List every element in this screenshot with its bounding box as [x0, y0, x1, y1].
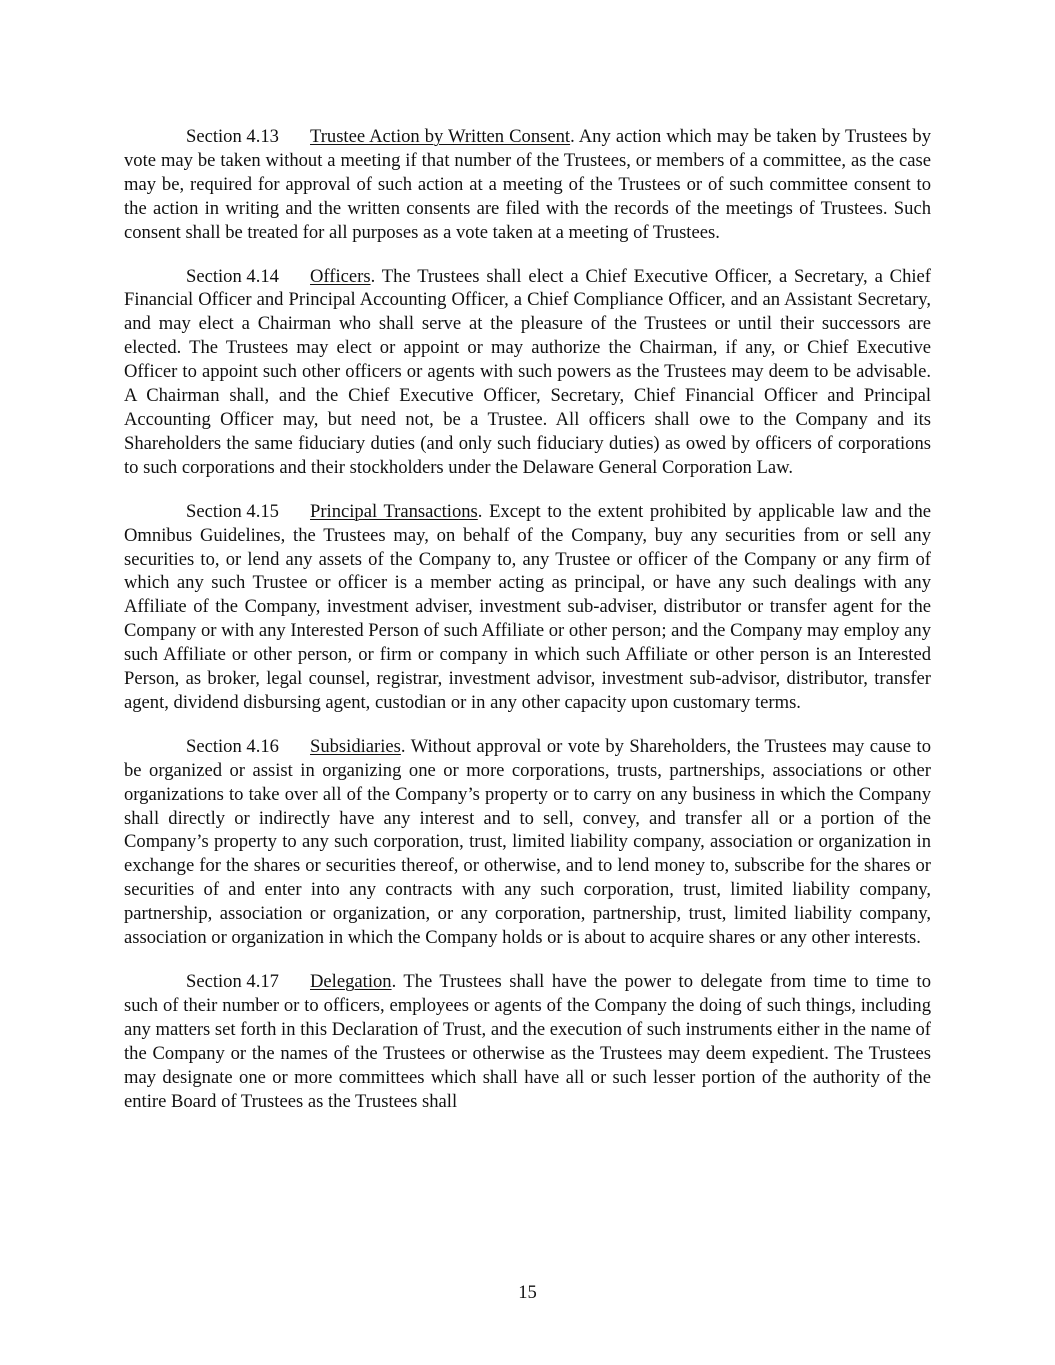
section-body: . The Trustees shall have the power to delegate from time to time to such of their number or to officers, employees or agents of the Company the doing of such things, including any matters set forth in this Declaration of Trust, and the execution of such instruments either in the name of the Company or the names of the Trustees or otherwise as the Trustees may deem expedient. The Trustees may designate one or more committees which shall have all or such lesser portion of the authority of the entire Board of Trustees as the Trustees shall [124, 971, 931, 1112]
section-title: Officers [310, 265, 371, 287]
section-number: Section 4.14 [186, 265, 279, 287]
section-number: Section 4.16 [186, 735, 279, 757]
document-page [124, 125, 931, 1133]
section-body: . Without approval or vote by Shareholders, the Trustees may cause to be organized or assist in organizing one or more corporations, trusts, partnerships, associations or other organizations to take over all of the Company’s property or to carry on any business in which the Company shall directly or indirectly have any interest and to sell, convey, and transfer all or a portion of the Company’s property to any such corporation, trust, limited liability company, association or organization in exchange for the shares or securities thereof, or otherwise, and to lend money to, subscribe for the shares or securities of and enter into any contracts with any such corporation, trust, limited liability company, partnership, association or organization, or any corporation, partnership, trust, limited liability company, association or organization in which the Company holds or is about to acquire shares or any other interests. [124, 735, 931, 949]
section-title: Delegation [310, 971, 392, 992]
section-number: Section 4.15 [186, 500, 279, 522]
section-4-17 [124, 970, 931, 1113]
section-number: Section 4.13 [186, 126, 279, 147]
section-title: Trustee Action by Written Consent [310, 126, 571, 147]
section-body: . The Trustees shall elect a Chief Executive Officer, a Secretary, a Chief Financial Officer and Principal Accounting Officer, a Chief Compliance Officer, and an Assistant Secretary, and may elect a Chairman who shall serve at the pleasure of the Trustees or until their successors are elected. The Trustees may elect or appoint or may authorize the Chairman, if any, or Chief Executive Officer to appoint such other officers or agents with such powers as the Trustees may deem to be advisable. A Chairman shall, and the Chief Executive Officer, Secretary, Chief Financial Officer and Principal Accounting Officer may, but need not, be a Trustee. All officers shall owe to the Company and its Shareholders the same fiduciary duties (and only such fiduciary duties) as owed by officers of corporations to such corporations and their stockholders under the Delaware General Corporation Law. [124, 265, 931, 478]
section-4-16 [124, 735, 931, 950]
section-4-15 [124, 500, 931, 715]
section-body: . Except to the extent prohibited by applicable law and the Omnibus Guidelines, the Trustees may, on behalf of the Company, buy any securities from or sell any securities to, or lend any assets of the Company to, any Trustee or officer of the Company or any firm of which any such Trustee or officer is a member acting as principal, or have any such dealings with any Affiliate of the Company, investment adviser, investment sub-adviser, distributor or transfer agent for the Company or with any Interested Person of such Affiliate or other person; and the Company may employ any such Affiliate or other person, or firm or company in which such Affiliate or other person is an Interested Person, as broker, legal counsel, registrar, investment advisor, investment sub-advisor, distributor, transfer agent, dividend disbursing agent, custodian or in any other capacity upon customary terms. [124, 500, 931, 713]
section-number: Section 4.17 [186, 971, 279, 992]
section-title: Principal Transactions [310, 500, 478, 522]
section-body: . Any action which may be taken by Trustees by vote may be taken without a meeting if that number of the Trustees, or members of a committee, as the case may be, required for approval of such action at a meeting of the Trustees or of such committee consent to the action in writing and the written consents are filed with the records of the meetings of Trustees. Such consent shall be treated for all purposes as a vote taken at a meeting of Trustees. [124, 126, 931, 243]
section-4-14 [124, 265, 931, 480]
section-title: Subsidiaries [310, 735, 401, 757]
section-4-13 [124, 125, 931, 245]
page-number: 15 [518, 1282, 537, 1303]
